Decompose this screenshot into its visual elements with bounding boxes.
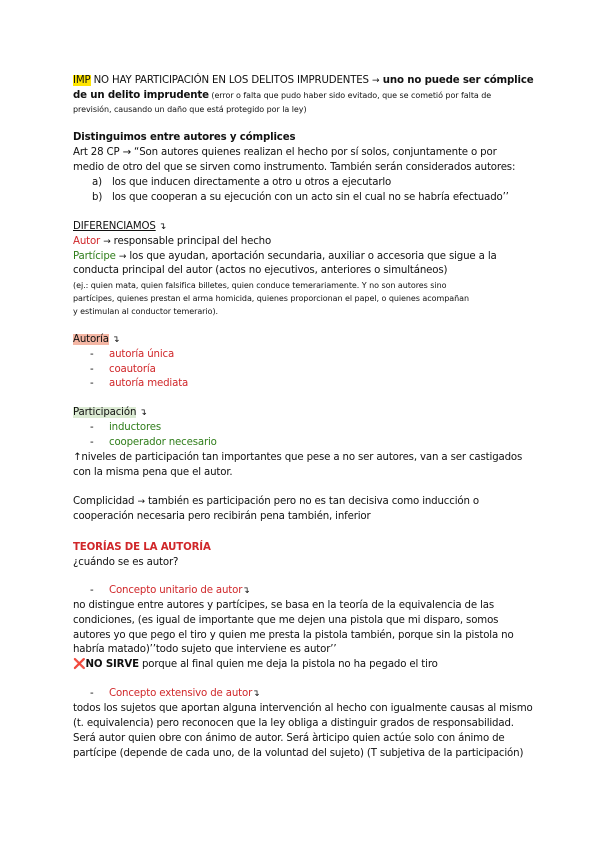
autoria-item: autoría única	[109, 349, 175, 360]
extensivo-line: partícipe (depende de cada uno, de la voluntad del sujeto) (T subjetiva de la participación)	[73, 748, 524, 759]
no-sirve-line	[73, 658, 438, 672]
participe-text: los que ayudan, aportación secundaria, auxiliar o accesoria que sigue a la	[126, 251, 497, 262]
participacion-heading	[73, 406, 147, 420]
list-item-b	[92, 191, 509, 205]
complicidad-line-2: cooperación necesaria pero recibirán pena también, inferior	[73, 511, 371, 522]
autoria-item: autoría mediata	[109, 378, 189, 389]
example-line-1: (ej.: quien mata, quien falsifica billetes, quien conduce temerariamente. Y no son autores sino	[73, 281, 447, 290]
bullet-dash: -	[90, 422, 94, 433]
autor-definition	[73, 235, 271, 249]
arrow-right-icon: →	[371, 76, 380, 86]
autor-label: Autor	[73, 236, 101, 247]
participacion-item: cooperador necesario	[109, 437, 217, 448]
imp-heading: NO HAY PARTICIPACIÓN EN LOS DELITOS IMPRUDENTES	[90, 75, 372, 86]
concepto-extensivo-heading	[109, 687, 260, 701]
bullet-dash: -	[90, 437, 94, 448]
diferenciamos-heading	[73, 220, 166, 234]
participe-definition	[73, 250, 497, 264]
complicidad-line-1	[73, 495, 479, 509]
no-sirve-label: NO SIRVE	[85, 659, 139, 670]
bullet-dash: -	[90, 349, 94, 360]
arrow-right-icon: →	[118, 252, 127, 262]
imp-bold-text: de un delito imprudente	[73, 90, 209, 101]
imp-line-3: previsión, causando un daño que está protegido por la ley)	[73, 105, 307, 114]
imp-heading-line	[73, 74, 534, 88]
arrow-right-icon: →	[137, 497, 145, 507]
autoria-title: Autoría	[73, 334, 109, 345]
teorias-title: TEORÍAS DE LA AUTORÍA	[73, 542, 211, 553]
distinguish-title: Distinguimos entre autores y cómplices	[73, 132, 296, 143]
arrow-down-right-icon: ↴	[242, 586, 250, 596]
concepto-unitario-label: Concepto unitario de autor	[109, 585, 243, 596]
bullet-dash: -	[90, 364, 94, 375]
article-28-line-2: medio de otro del que se sirven como instrumento. También serán considerados autores:	[73, 162, 516, 173]
cross-mark-icon: ❌	[73, 659, 86, 670]
diferenciamos-title: DIFERENCIAMOS	[73, 221, 156, 232]
list-item-a	[92, 176, 392, 190]
extensivo-line: Será autor quien obre con ánimo de autor. Será àrticipo quien actúe solo con ánimo de	[73, 733, 505, 744]
unitario-line: autores yo que pego el tiro y quien me presta la pistola también, porque sin la pistola no	[73, 630, 514, 641]
unitario-line: no distingue entre autores y partícipes, se basa en la teoría de la equivalencia de las	[73, 600, 495, 611]
participacion-title: Participación	[73, 407, 137, 418]
extensivo-line: todos los sujetos que aportan alguna intervención al hecho con igualmente causas al mismo	[73, 703, 533, 714]
participacion-note-2: con la misma pena que el autor.	[73, 467, 233, 478]
example-line-2: partícipes, quienes prestan el arma homicida, quienes proporcionan el papel, o quienes acompañan	[73, 294, 469, 303]
concepto-extensivo-label: Concepto extensivo de autor	[109, 688, 253, 699]
participe-label: Partícipe	[73, 251, 116, 262]
imp-line-2	[73, 89, 491, 103]
complicidad-text: también es participación pero no es tan decisiva como inducción o	[144, 496, 479, 507]
participacion-note-1: ↑niveles de participación tan importantes que pese a no ser autores, van a ser castigados	[73, 452, 523, 463]
bullet-dash: -	[90, 688, 94, 699]
autor-text: responsable principal del hecho	[110, 236, 272, 247]
teorias-question: ¿cuándo se es autor?	[73, 557, 179, 568]
autoria-item: coautoría	[109, 364, 156, 375]
arrow-down-right-icon: ↴	[158, 222, 167, 232]
autoria-heading	[73, 333, 119, 347]
participe-text-2: conducta principal del autor (actos no ejecutivos, anteriores o simultáneos)	[73, 265, 448, 276]
concepto-unitario-heading	[109, 584, 250, 598]
list-marker: a)	[92, 177, 102, 188]
bullet-dash: -	[90, 585, 94, 596]
bullet-dash: -	[90, 378, 94, 389]
article-28-line-1: Art 28 CP → “Son autores quienes realizan el hecho por sí solos, conjuntamente o por	[73, 147, 497, 158]
list-item-text: los que inducen directamente a otro u otros a ejecutarlo	[112, 177, 392, 188]
complicidad-label: Complicidad	[73, 496, 135, 507]
arrow-down-right-icon: ↴	[111, 335, 120, 345]
unitario-line: condiciones, (es igual de importante que me dejen una pistola que mi disparo, somos	[73, 615, 499, 626]
unitario-line: habría matado)’’todo sujeto que interviene es autor’’	[73, 644, 337, 655]
imp-small-text: (error o falta que pudo haber sido evitado, que se cometió por falta de	[208, 91, 492, 100]
list-marker: b)	[92, 192, 103, 203]
extensivo-line: (t. equivalencia) pero reconocen que la ley obliga a distinguir grados de responsabilidad.	[73, 718, 514, 729]
arrow-right-icon: →	[103, 237, 111, 247]
list-item-text: los que cooperan a su ejecución con un acto sin el cual no se habría efectuado’’	[112, 192, 509, 203]
imp-heading-continuation: uno no puede ser cómplice	[379, 75, 534, 86]
arrow-down-right-icon: ↴	[252, 689, 260, 699]
arrow-down-right-icon: ↴	[139, 408, 147, 418]
no-sirve-text: porque al final quien me deja la pistola no ha pegado el tiro	[138, 659, 438, 670]
imp-tag: IMP	[73, 75, 91, 86]
participacion-item: inductores	[109, 422, 162, 433]
example-line-3: y estimulan al conductor temerario).	[73, 307, 219, 316]
